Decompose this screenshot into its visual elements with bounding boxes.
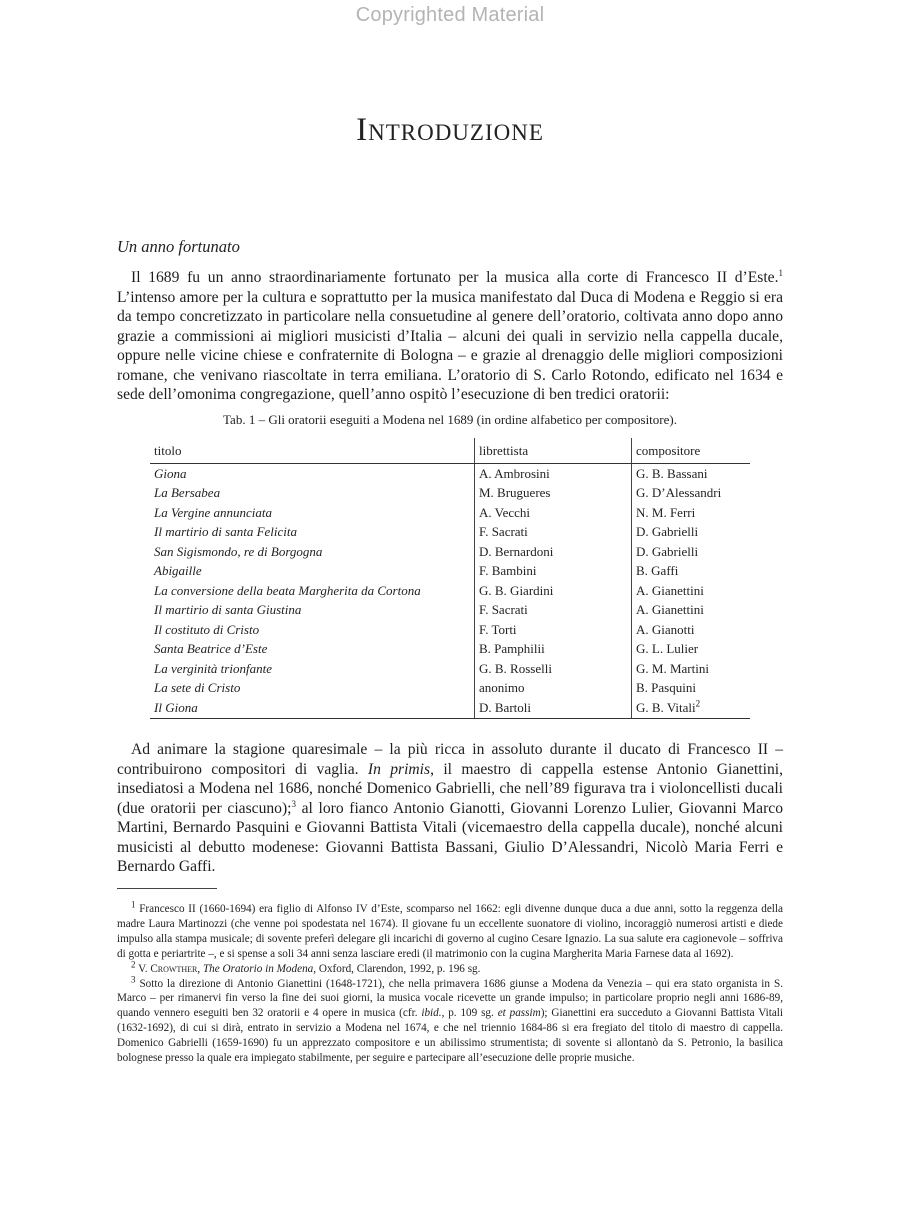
- cell-composer: D. Gabrielli: [632, 542, 751, 562]
- cell-title: Giona: [154, 465, 187, 481]
- footnote-text-a: Sotto la direzione di Antonio Gianettini (1648-1721), che nella primavera 1686 giunse a Modena da Venezia – qui era stato organista in S. Marco – per rimanervi fin verso la fine dei suoi giorni, la musica vocale ricevette un grande impulso; in particolare proprio negli anni 1686-89, quando vennero eseguiti ben 32 oratorii e 4 opere in musica (cfr.: [117, 977, 783, 1020]
- watermark: Copyrighted Material: [355, 4, 545, 26]
- cell-composer: G. D’Alessandri: [632, 484, 751, 504]
- footnote-passim: et passim: [497, 1007, 541, 1020]
- cell-composer: B. Pasquini: [632, 679, 751, 699]
- table-row: [150, 620, 750, 640]
- footnote-text: Francesco II (1660-1694) era figlio di Alfonso IV d’Este, scomparso nel 1662: egli divenne dunque duca a due anni, sotto la reggenza della madre Laura Martinozzi (che venne poi spodestata nel 1674). Il giovane fu un eccellente suonatore di violino, incoraggiò numerosi artisti e diede impulso alla stampa musicale; di sovente preferì delegare gli incarichi di governo al cugino Cesare Ignazio. La sua salute era cagionevole – soffriva di gotta e periartrite –, e si spense a soli 34 anni senza lasciare eredi (il matrimonio con la cugina Margherita Maria Farnese data al 1692).: [117, 903, 783, 960]
- cell-composer: N. M. Ferri: [632, 503, 751, 523]
- cell-librettist: F. Torti: [475, 620, 632, 640]
- cell-librettist: D. Bernardoni: [475, 542, 632, 562]
- cell-title: San Sigismondo, re di Borgogna: [154, 543, 323, 559]
- paragraph-composers-text-c: al loro fianco Antonio Gianotti, Giovanni Lorenzo Lulier, Giovanni Marco Martini, Bernardo Pasquini e Giovanni Battista Vitali (vicemaestro della cappella ducale), nonché alcuni musicisti al debutto modenese: Giovanni Battista Bassani, Giulio D’Alessandri, Nicolò Maria Ferri e Bernardo Gaffi.: [117, 799, 784, 875]
- cell-title: La sete di Cristo: [154, 680, 241, 696]
- table-row: [150, 464, 750, 484]
- cell-composer: A. Gianettini: [632, 581, 751, 601]
- cell-composer: [632, 698, 751, 718]
- footnote-ref-1[interactable]: 1: [778, 267, 783, 278]
- oratorio-table: [150, 438, 750, 719]
- cell-title: Il Giona: [150, 698, 475, 718]
- table-row: [150, 679, 750, 699]
- header-title: titolo: [150, 438, 475, 464]
- cell-composer: D. Gabrielli: [632, 523, 751, 543]
- footnote-2: [117, 958, 783, 977]
- cell-composer: B. Gaffi: [632, 562, 751, 582]
- section-heading: Un anno fortunato: [117, 237, 240, 256]
- table-row: [150, 503, 750, 523]
- table-row: [150, 562, 750, 582]
- footnote-text-c: ); Gianettini era succeduto a Giovanni Battista Vitali (1632-1692), di cui si dirà, entrato in servizio a Modena nel 1674, e che nel triennio 1684-86 si era fregiato del titolo di maestro di cappella. Domenico Gabrielli (1659-1690) fu un apprezzato compositore e un abilissimo strumentista; di sovente si allontanò da S. Petronio, la basilica bolognese presso la quale era impiegato stabilmente, per seguire e partecipare all’esecuzione delle proprie musiche.: [117, 1007, 784, 1065]
- footnotes: [117, 899, 784, 1066]
- cell-title: Abigaille: [154, 563, 202, 579]
- cell-librettist: M. Brugueres: [475, 484, 632, 504]
- cell-composer: A. Gianotti: [632, 620, 751, 640]
- cell-librettist: B. Pamphilii: [475, 640, 632, 660]
- paragraph-intro: [117, 268, 783, 405]
- paragraph-composers-emphasis: In primis: [367, 760, 431, 778]
- table-row: [150, 542, 750, 562]
- footnote-author: V. Crowther,: [135, 962, 201, 975]
- header-librettist: librettista: [475, 438, 632, 464]
- cell-title: Santa Beatrice d’Este: [154, 641, 268, 657]
- paragraph-composers: [117, 740, 783, 877]
- footnote-divider: [117, 888, 217, 889]
- cell-librettist: F. Bambini: [475, 562, 632, 582]
- paragraph-composers-text-b: , il maestro di cappella estense Antonio Gianettini, insediatosi a Modena nel 1686, nonché Domenico Gabrielli, che nell’89 figurava tra i violoncellisti ducali (due oratorii per ciascuno);: [117, 760, 783, 817]
- cell-title: La Vergine annunciata: [154, 504, 272, 520]
- cell-librettist: F. Sacrati: [475, 601, 632, 621]
- cell-title: Il costituto di Cristo: [154, 621, 260, 637]
- cell-composer: G. M. Martini: [632, 659, 751, 679]
- cell-title: La Bersabea: [154, 485, 221, 501]
- table-row: [150, 581, 750, 601]
- cell-composer: A. Gianettini: [632, 601, 751, 621]
- footnote-text-b: , p. 109 sg.: [441, 1007, 498, 1020]
- cell-title: Il martirio di santa Felicita: [154, 524, 297, 540]
- footnote-ref-3[interactable]: 3: [291, 798, 296, 809]
- cell-librettist: A. Ambrosini: [475, 464, 632, 484]
- cell-composer-text: G. B. Vitali: [636, 699, 696, 715]
- footnote-ref-2[interactable]: 2: [695, 698, 701, 709]
- table-caption: Tab. 1 – Gli oratorii eseguiti a Modena nel 1689 (in ordine alfabetico per compositore).: [223, 412, 677, 427]
- table-header-row: [150, 438, 750, 464]
- table-row: [150, 484, 750, 504]
- header-composer: compositore: [632, 438, 751, 464]
- footnote-3: [117, 973, 784, 1066]
- table-row: [150, 523, 750, 543]
- paragraph-intro-text-a: Il 1689 fu un anno straordinariamente fortunato per la musica alla corte di Francesco II d’Este.: [131, 269, 779, 286]
- cell-librettist: F. Sacrati: [475, 523, 632, 543]
- cell-composer: G. B. Bassani: [632, 464, 751, 484]
- cell-librettist: anonimo: [475, 679, 632, 699]
- footnote-number: 1: [131, 899, 136, 910]
- chapter-title: Introduzione: [356, 112, 544, 148]
- cell-librettist: G. B. Giardini: [475, 581, 632, 601]
- footnote-ibid: ibid.: [421, 1007, 442, 1020]
- paragraph-composers-text-a: Ad animare la stagione quaresimale – la più ricca in assoluto durante il ducato di Francesco II – contribuirono compositori di vaglia.: [117, 741, 783, 778]
- cell-librettist: A. Vecchi: [475, 503, 632, 523]
- table-row: [150, 659, 750, 679]
- table-row: [150, 640, 750, 660]
- cell-title: La conversione della beata Margherita da Cortona: [154, 582, 421, 598]
- cell-composer: G. L. Lulier: [632, 640, 751, 660]
- paragraph-intro-text-b: L’intenso amore per la cultura e soprattutto per la musica manifestato dal Duca di Modena e Reggio si era da tempo concretizzato in particolare nella consuetudine al genere dell’oratorio, coltivata anno dopo anno grazie a commissioni ai migliori musicisti d’Italia – alcuni dei quali in servizio nella cappella ducale, oppure nelle vicine chiese e confraternite di Bologna – e grazie al drenaggio delle migliori composizioni romane, che venivano riascoltate in terra emiliana. L’oratorio di S. Carlo Rotondo, edificato nel 1634 e sede dell’omonima congregazione, quell’anno ospitò l’esecuzione di ben tredici oratorii:: [117, 288, 783, 403]
- table-row: [150, 601, 750, 621]
- footnote-1: [117, 899, 783, 962]
- cell-librettist: G. B. Rosselli: [475, 659, 632, 679]
- footnote-book-title: The Oratorio in Modena: [202, 962, 314, 975]
- footnote-number: 2: [131, 958, 136, 969]
- footnote-number: 3: [131, 973, 136, 984]
- cell-title: La verginità trionfante: [154, 660, 272, 676]
- footnote-text: , Oxford, Clarendon, 1992, p. 196 sg.: [313, 962, 481, 975]
- table-row: [150, 698, 750, 718]
- cell-title: Il martirio di santa Giustina: [154, 602, 302, 618]
- cell-librettist: D. Bartoli: [475, 698, 632, 718]
